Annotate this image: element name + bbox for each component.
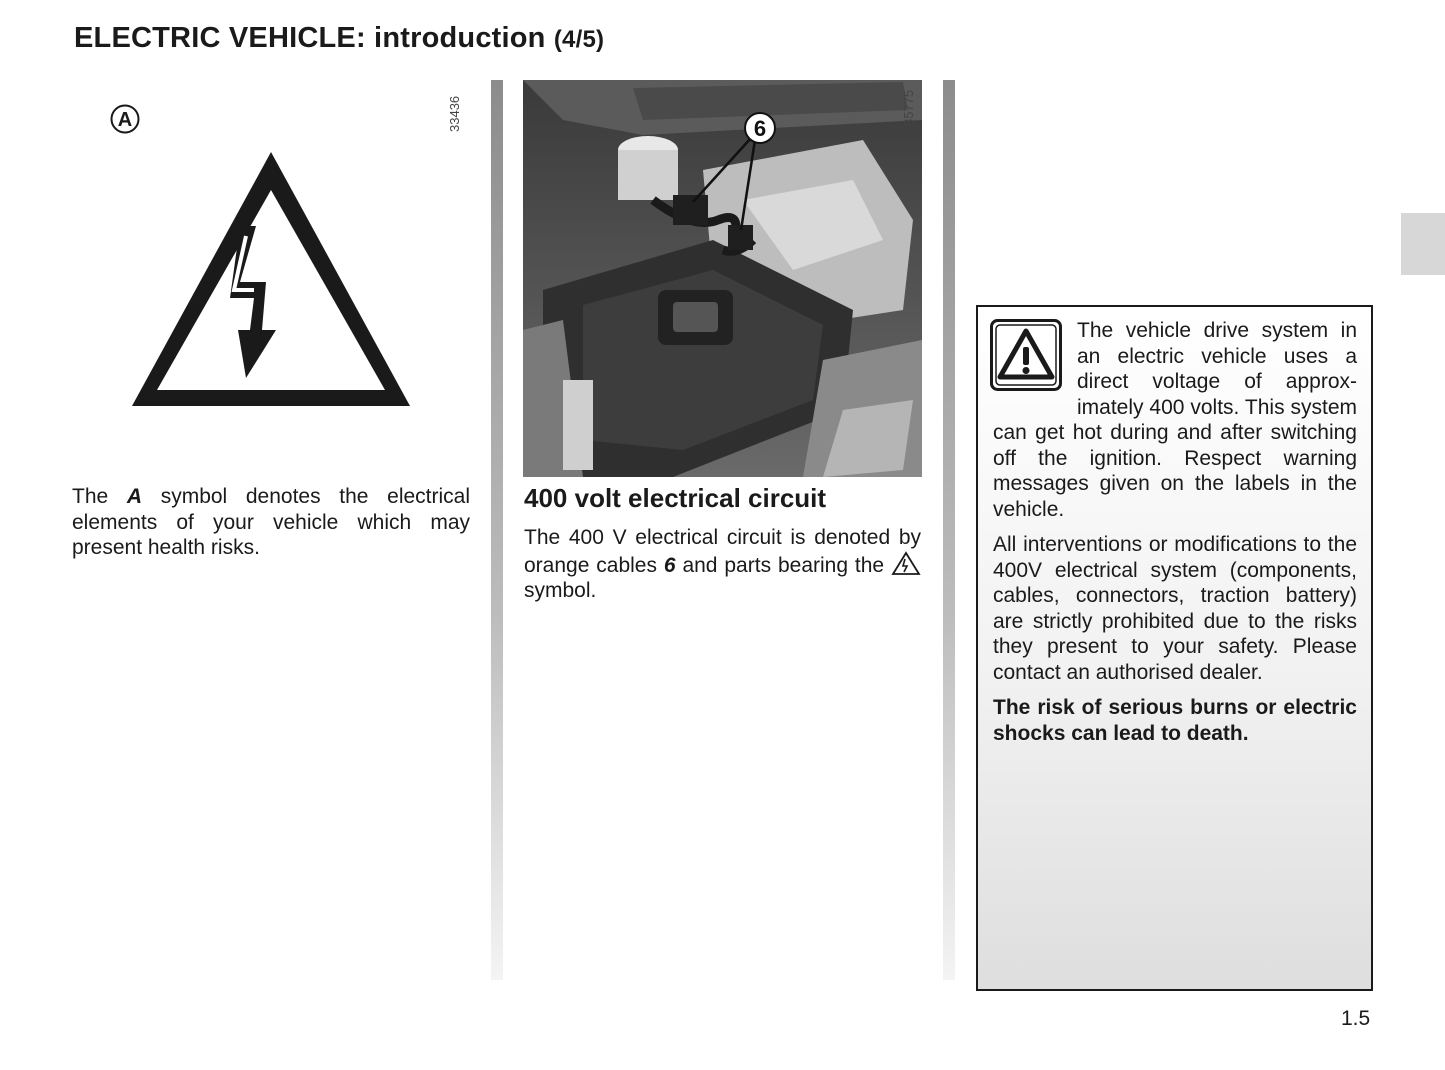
- warning-box: [976, 305, 1373, 991]
- title-main: ELECTRIC VEHICLE: introduction: [74, 22, 546, 54]
- high-voltage-triangle-icon: [128, 148, 414, 410]
- symbol-letter-badge: [110, 104, 140, 134]
- cable-ref: 6: [663, 553, 676, 577]
- warning-triangle-icon: [990, 319, 1062, 391]
- chapter-tab: [1401, 213, 1445, 275]
- warning-paragraph-1: The vehicle drive system in an electric vehicle uses a direct voltage of approximately 400 volts. This system can get hot during and after switching off the ignition. Respect warning messages given on the labels in the vehicle.: [993, 319, 1357, 521]
- column-separator-right: [943, 80, 955, 980]
- page-number: 1.5: [1341, 1007, 1371, 1030]
- symbol-description: The A symbol denotes the electrical elements of your vehicle which may present health risks.: [72, 485, 470, 559]
- warning-paragraph-3: The risk of serious burns or electric shocks can lead to death.: [993, 696, 1357, 745]
- callout-6: 6: [753, 116, 767, 141]
- figure-code-middle: 35775: [901, 89, 916, 126]
- column-separator-left: [491, 80, 503, 980]
- section-heading: 400 volt electrical circuit: [524, 483, 827, 513]
- title-page-indicator: (4/5): [553, 26, 605, 53]
- circuit-description: The 400 V electrical circuit is denoted by orange cables 6 and parts bearing the symbol.: [524, 526, 921, 602]
- page-title: [74, 22, 604, 55]
- symbol-letter-ref: A: [126, 485, 143, 508]
- warning-paragraph-2: All interventions or modifications to the 400V electrical system (components, cables, connectors, traction battery) are strictly prohibited due to the risks they present to your safety. Please contact an authorised dealer.: [993, 533, 1357, 684]
- symbol-letter: A: [117, 109, 133, 131]
- figure-code-left: 33436: [447, 95, 462, 132]
- high-voltage-inline-icon: [891, 551, 921, 576]
- engine-compartment-photo: [523, 80, 922, 477]
